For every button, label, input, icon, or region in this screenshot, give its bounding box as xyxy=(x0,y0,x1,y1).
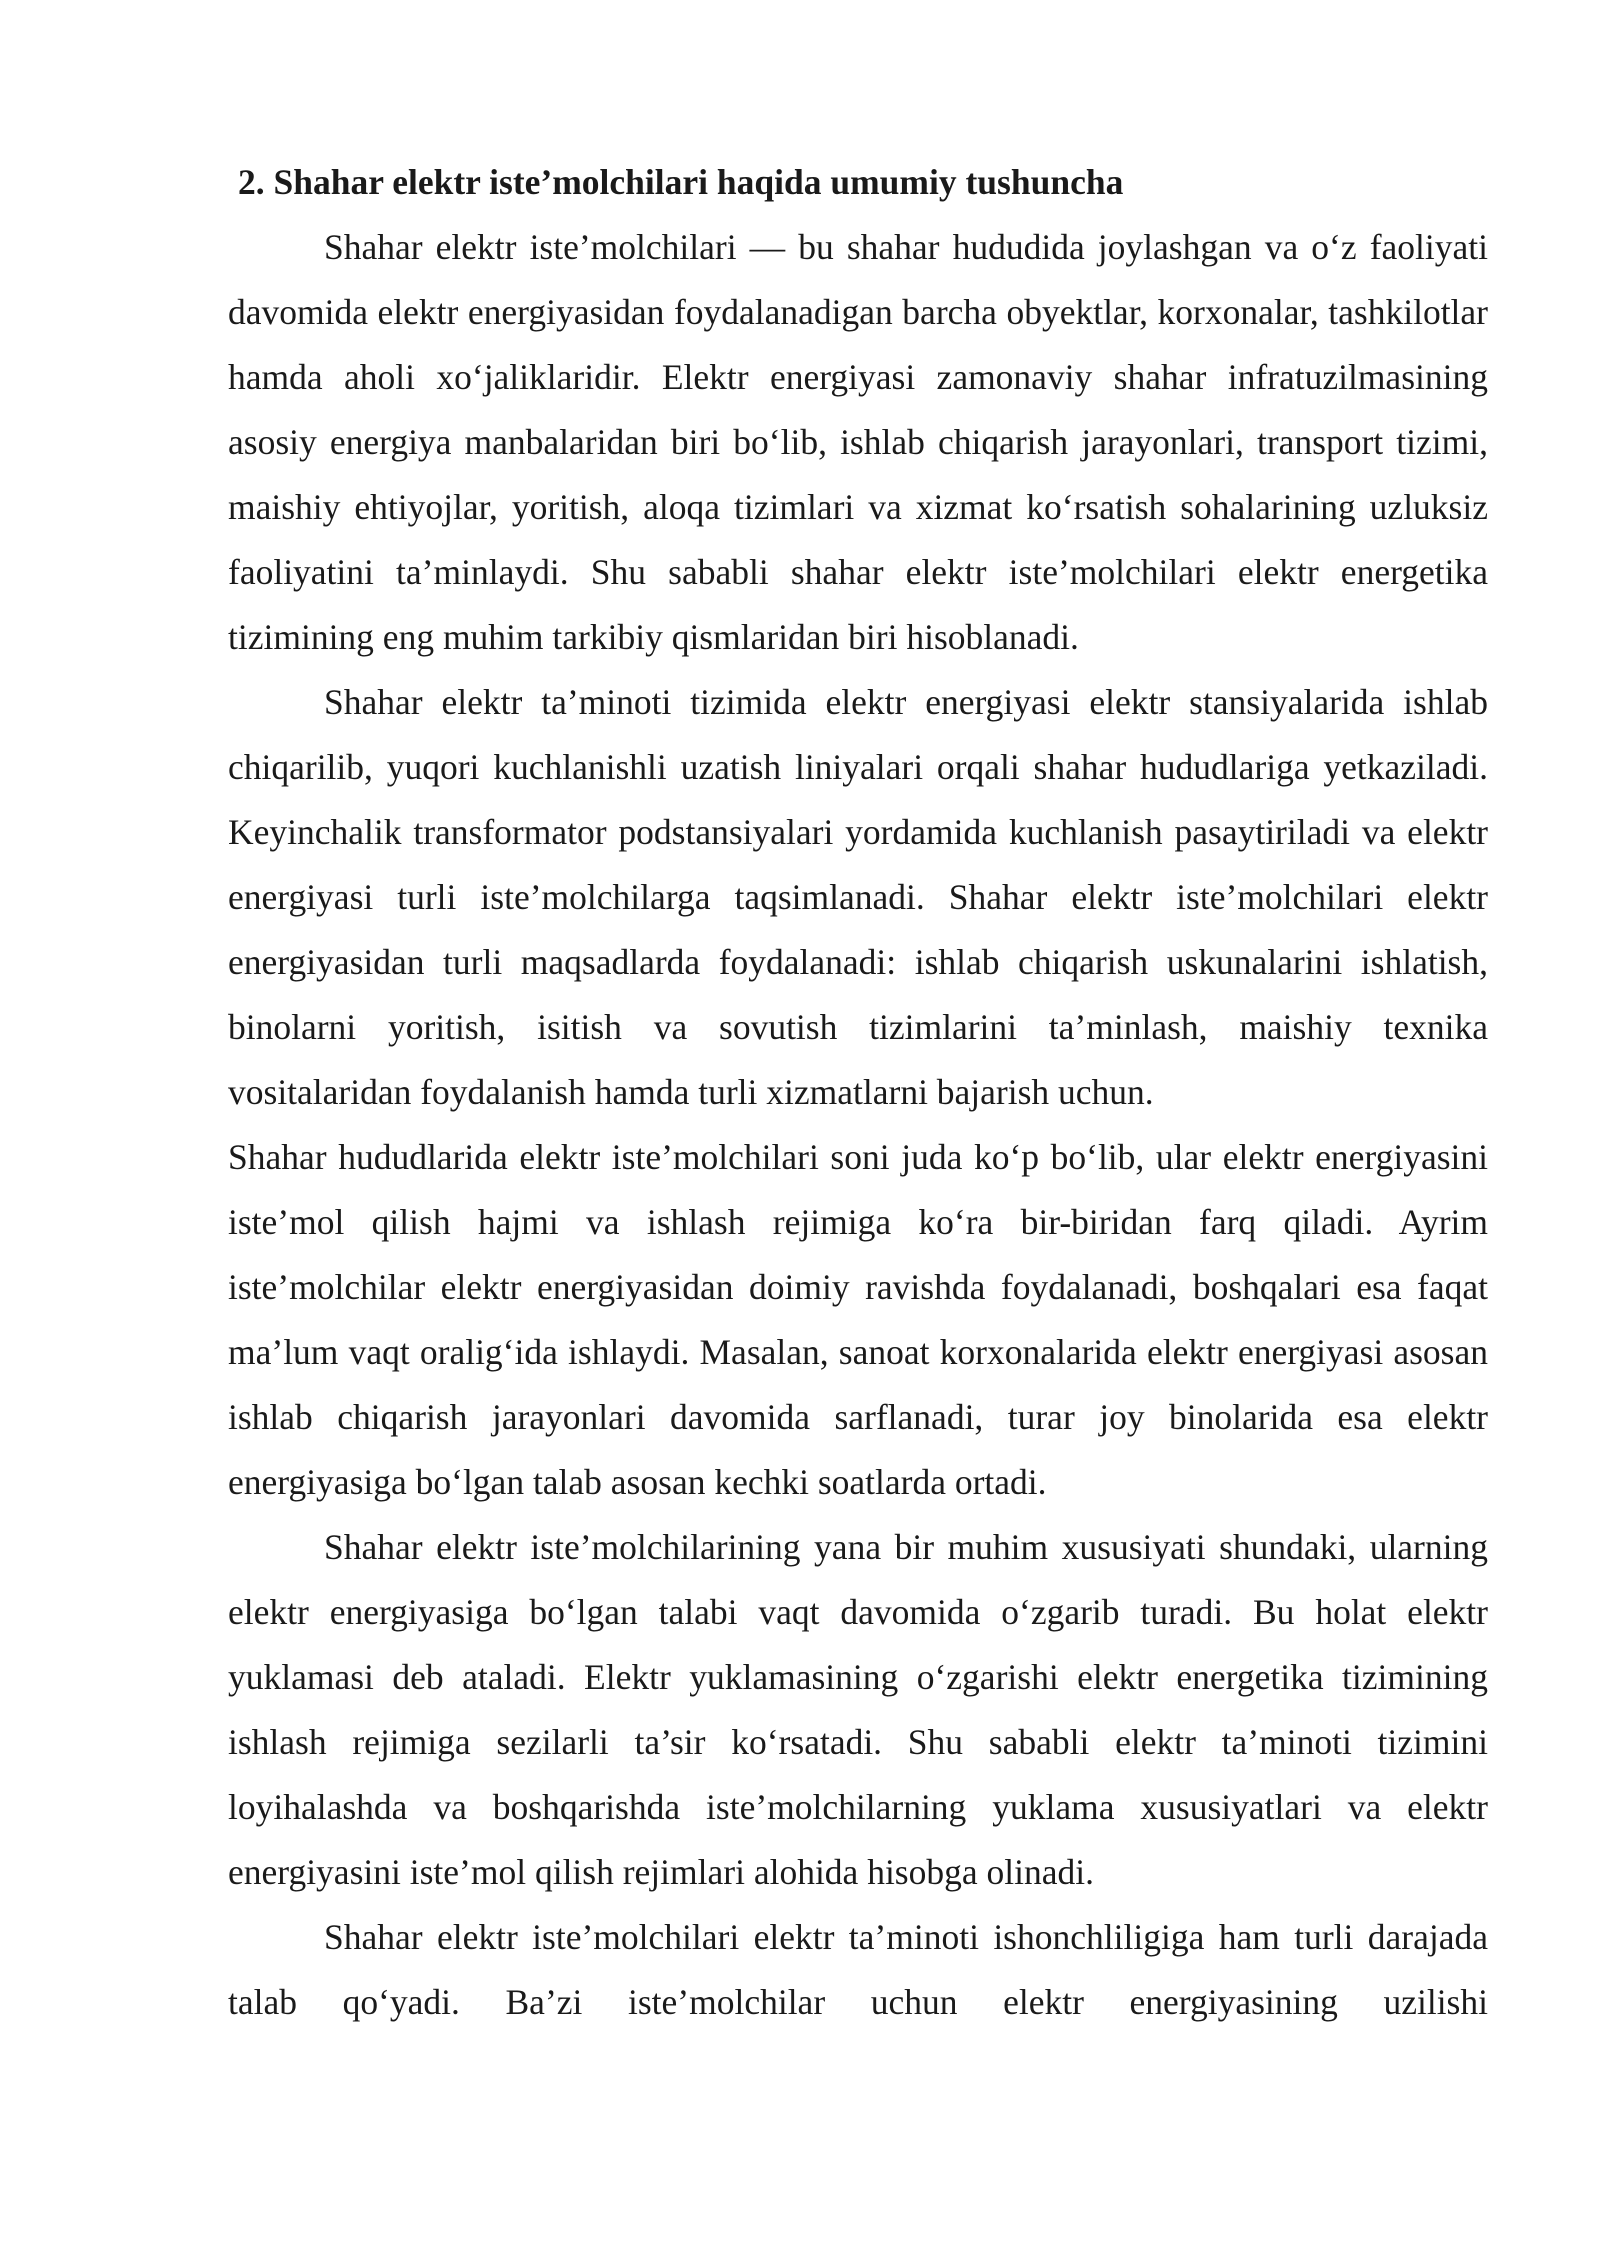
document-page xyxy=(228,150,1488,2035)
section-heading: 2. Shahar elektr iste’molchilari haqida umumiy tushuncha xyxy=(238,162,1124,202)
paragraph-5: Shahar elektr iste’molchilari elektr ta’minoti ishonchliligiga ham turli darajada talab qo‘yadi. Ba’zi iste’molchilar uchun elektr energiyasining uzilishi xyxy=(228,1917,1488,2022)
paragraph-3: Shahar hududlarida elektr iste’molchilari soni juda ko‘p bo‘lib, ular elektr energiyasini iste’mol qilish hajmi va ishlash rejimiga ko‘ra bir-biridan farq qiladi. Ayrim iste’molchilar elektr energiyasidan doimiy ravishda foydalanadi, boshqalari esa faqat ma’lum vaqt oralig‘ida ishlaydi. Masalan, sanoat korxonalarida elektr energiyasi asosan ishlab chiqarish jarayonlari davomida sarflanadi, turar joy binolarida esa elektr energiyasiga bo‘lgan talab asosan kechki soatlarda ortadi. xyxy=(228,1137,1488,1502)
paragraph-2: Shahar elektr ta’minoti tizimida elektr energiyasi elektr stansiyalarida ishlab chiqarilib, yuqori kuchlanishli uzatish liniyalari orqali shahar hududlariga yetkaziladi. Keyinchalik transformator podstansiyalari yordamida kuchlanish pasaytiriladi va elektr energiyasi turli iste’molchilarga taqsimlanadi. Shahar elektr iste’molchilari elektr energiyasidan turli maqsadlarda foydalanadi: ishlab chiqarish uskunalarini ishlatish, binolarni yoritish, isitish va sovutish tizimlarini ta’minlash, maishiy texnika vositalaridan foydalanish hamda turli xizmatlarni bajarish uchun. xyxy=(228,682,1488,1112)
paragraph-4: Shahar elektr iste’molchilarining yana bir muhim xususiyati shundaki, ularning elektr energiyasiga bo‘lgan talabi vaqt davomida o‘zgarib turadi. Bu holat elektr yuklamasi deb ataladi. Elektr yuklamasining o‘zgarishi elektr energetika tizimining ishlash rejimiga sezilarli ta’sir ko‘rsatadi. Shu sababli elektr ta’minoti tizimini loyihalashda va boshqarishda iste’molchilarning yuklama xususiyatlari va elektr energiyasini iste’mol qilish rejimlari alohida hisobga olinadi. xyxy=(228,1527,1488,1892)
paragraph-1: Shahar elektr iste’molchilari — bu shahar hududida joylashgan va o‘z faoliyati davomida elektr energiyasidan foydalanadigan barcha obyektlar, korxonalar, tashkilotlar hamda aholi xo‘jaliklaridir. Elektr energiyasi zamonaviy shahar infratuzilmasining asosiy energiya manbalaridan biri bo‘lib, ishlab chiqarish jarayonlari, transport tizimi, maishiy ehtiyojlar, yoritish, aloqa tizimlari va xizmat ko‘rsatish sohalarining uzluksiz faoliyatini ta’minlaydi. Shu sababli shahar elektr iste’molchilari elektr energetika tizimining eng muhim tarkibiy qismlaridan biri hisoblanadi. xyxy=(228,227,1488,657)
